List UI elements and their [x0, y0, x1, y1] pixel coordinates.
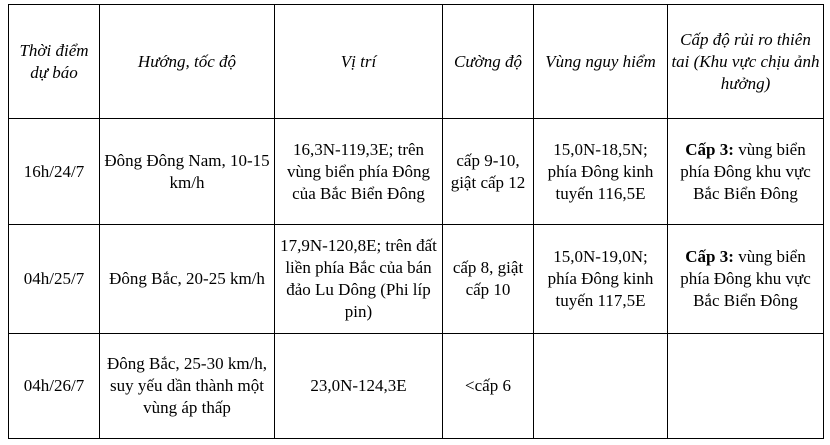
- header-time: Thời điểm dự báo: [9, 5, 100, 119]
- cell-risk: [668, 225, 824, 333]
- header-row: [9, 5, 824, 119]
- risk-area-text: vùng biển phía Đông khu vực Bắc Biển Đông: [680, 246, 811, 310]
- table-row: [9, 225, 824, 333]
- cell-direction-speed: Đông Bắc, 20-25 km/h: [100, 225, 275, 333]
- cell-position: 16,3N-119,3E; trên vùng biển phía Đông của Bắc Biển Đông: [275, 119, 443, 225]
- cell-time: 04h/25/7: [9, 225, 100, 333]
- header-direction-speed: Hướng, tốc độ: [100, 5, 275, 119]
- forecast-table: [8, 4, 824, 439]
- cell-danger-zone: [534, 333, 668, 438]
- table-row: [9, 119, 824, 225]
- header-danger-zone: Vùng nguy hiểm: [534, 5, 668, 119]
- header-intensity: Cường độ: [443, 5, 534, 119]
- cell-risk: [668, 119, 824, 225]
- cell-position: 23,0N-124,3E: [275, 333, 443, 438]
- risk-level-label: Cấp 3:: [685, 246, 734, 266]
- table-row: [9, 333, 824, 438]
- cell-intensity: cấp 9-10, giật cấp 12: [443, 119, 534, 225]
- header-position: Vị trí: [275, 5, 443, 119]
- cell-intensity: <cấp 6: [443, 333, 534, 438]
- cell-intensity: cấp 8, giật cấp 10: [443, 225, 534, 333]
- cell-direction-speed: Đông Đông Nam, 10-15 km/h: [100, 119, 275, 225]
- cell-risk: [668, 333, 824, 438]
- cell-danger-zone: 15,0N-19,0N; phía Đông kinh tuyến 117,5E: [534, 225, 668, 333]
- cell-position: 17,9N-120,8E; trên đất liền phía Bắc của bán đảo Lu Dông (Phi líp pin): [275, 225, 443, 333]
- cell-time: 16h/24/7: [9, 119, 100, 225]
- header-risk-level: Cấp độ rủi ro thiên tai (Khu vực chịu ảnh hưởng): [668, 5, 824, 119]
- risk-level-label: Cấp 3:: [685, 139, 734, 159]
- cell-danger-zone: 15,0N-18,5N; phía Đông kinh tuyến 116,5E: [534, 119, 668, 225]
- cell-time: 04h/26/7: [9, 333, 100, 438]
- cell-direction-speed: Đông Bắc, 25-30 km/h, suy yếu dần thành một vùng áp thấp: [100, 333, 275, 438]
- risk-area-text: vùng biển phía Đông khu vực Bắc Biển Đông: [680, 139, 811, 203]
